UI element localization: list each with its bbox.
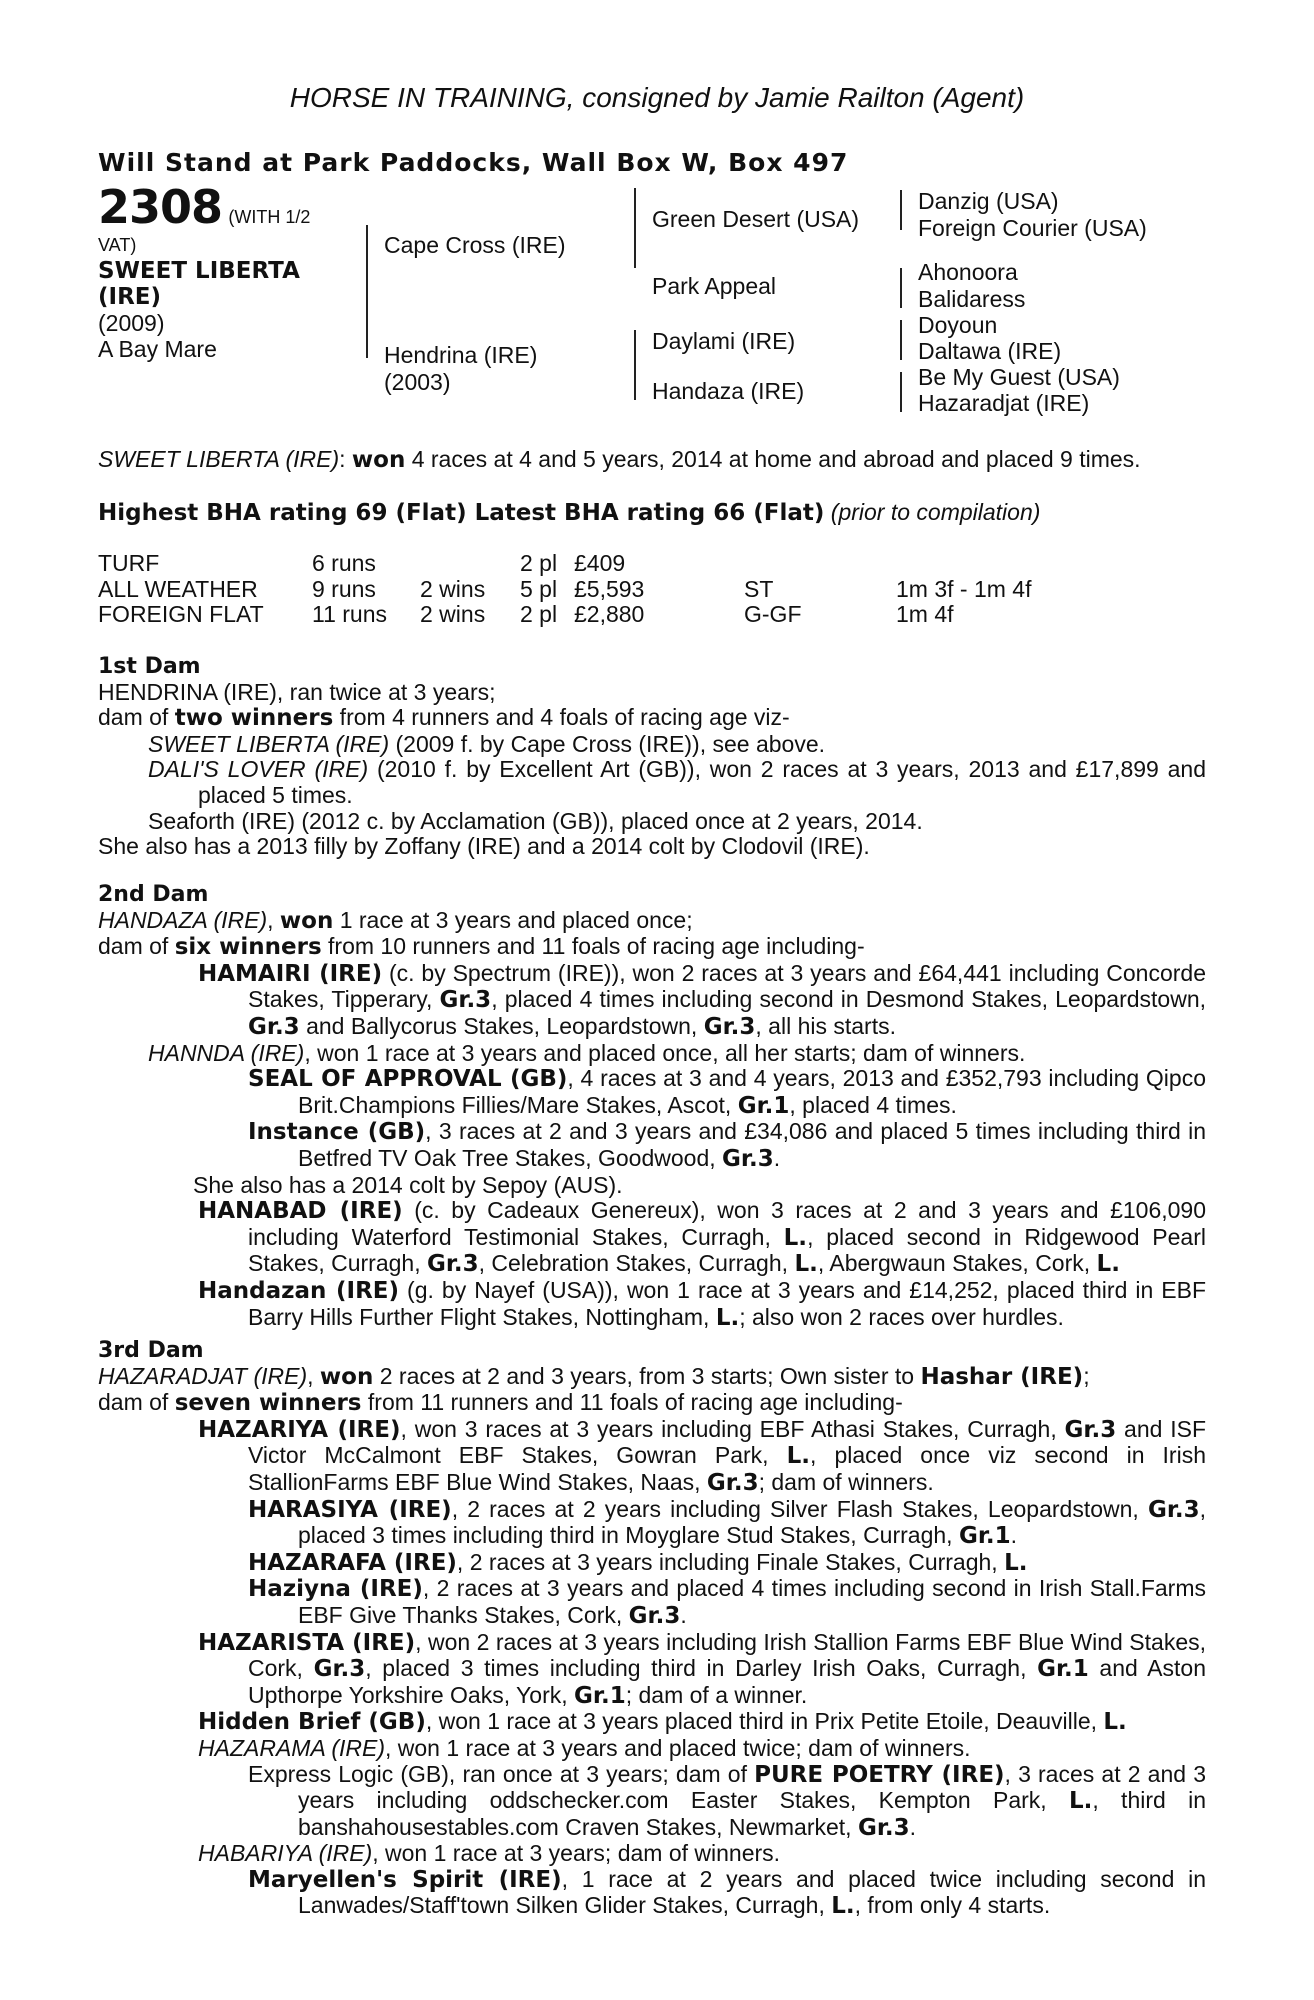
progeny-item: HAZARIYA (IRE), won 3 races at 3 years including EBF Athasi Stakes, Curragh, Gr.3 and ISF Victor McCalmont EBF Stakes, Gowran Park, L., placed once viz second in Irish StallionFarms EBF Blue Wind Stakes, Naas, Gr.3; dam of winners. — [198, 1415, 1207, 1496]
ped-g8: Hazaradjat (IRE) — [918, 390, 1090, 416]
progeny-item: HAZARAFA (IRE), 2 races at 3 years including Finale Stakes, Curragh, L. — [248, 1548, 1028, 1576]
progeny-item: HARASIYA (IRE), 2 races at 2 years including Silver Flash Stakes, Leopardstown, Gr.3, placed 3 times including third in Moyglare Stud Stakes, Curragh, Gr.1. — [248, 1495, 1207, 1550]
progeny-note: She also has a 2014 colt by Sepoy (AUS). — [193, 1171, 623, 1198]
race-summary: SWEET LIBERTA (IRE): won 4 races at 4 and 5 years, 2014 at home and abroad and placed 9 times. — [98, 446, 1141, 473]
first-dam-note: She also has a 2013 filly by Zoffany (IRE) and a 2014 colt by Clodovil (IRE). — [98, 833, 870, 860]
ped-dam-sire: Daylami (IRE) — [652, 328, 796, 354]
first-dam-line1: HENDRINA (IRE), ran twice at 3 years; — [98, 678, 496, 705]
ped-g1: Danzig (USA) — [918, 188, 1059, 214]
third-dam-line2: dam of seven winners from 11 runners and 11 foals of racing age including- — [98, 1389, 903, 1417]
brace — [900, 190, 902, 230]
ped-sire: Cape Cross (IRE) — [384, 232, 566, 258]
ped-g4: Balidaress — [918, 286, 1026, 312]
vat-note-2: VAT) — [98, 235, 137, 255]
horse-year: (2009) — [98, 310, 165, 336]
first-dam-heading: 1st Dam — [98, 654, 201, 679]
second-dam-line1: HANDAZA (IRE), won 1 race at 3 years and placed once; — [98, 906, 693, 934]
brace — [366, 225, 368, 358]
progeny-item: SEAL OF APPROVAL (GB), 4 races at 3 and 4 years, 2013 and £352,793 including Qipco Brit.Champions Fillies/Mare Stakes, Ascot, Gr.1, placed 4 times. — [248, 1065, 1206, 1119]
horse-name-2: (IRE) — [98, 284, 162, 310]
second-dam-section — [98, 882, 1206, 1331]
progeny-item: HAZARAMA (IRE), won 1 race at 3 years and placed twice; dam of winners. — [198, 1734, 971, 1761]
vat-note: (WITH 1/2 — [228, 207, 311, 227]
third-dam-section — [98, 1338, 1206, 1920]
progeny-item: HANABAD (IRE) (c. by Cadeaux Genereux), won 3 races at 2 and 3 years and £106,090 including Waterford Testimonial Stakes, Curragh, L., placed second in Ridgewood Pearl Stakes, Curragh, Gr.3, Celebration Stakes, Curragh, L., Abergwaun Stakes, Cork, L. — [198, 1197, 1206, 1278]
second-dam-line2: dam of six winners from 10 runners and 11 foals of racing age including- — [98, 933, 865, 961]
progeny-item: Seaforth (IRE) (2012 c. by Acclamation (GB)), placed once at 2 years, 2014. — [148, 807, 923, 834]
brace — [900, 372, 902, 412]
ped-g7: Be My Guest (USA) — [918, 364, 1120, 390]
box-location: Will Stand at Park Paddocks, Wall Box W, Box 497 — [98, 148, 849, 177]
ped-g2: Foreign Courier (USA) — [918, 215, 1147, 241]
progeny-item: Haziyna (IRE), 2 races at 3 years and placed 4 times including second in Irish Stall.Farms EBF Give Thanks Stakes, Cork, Gr.3. — [248, 1575, 1207, 1629]
lot-block — [98, 182, 338, 362]
second-dam-heading: 2nd Dam — [98, 882, 209, 907]
first-dam-section — [98, 654, 1206, 860]
ped-dam: Hendrina (IRE) — [384, 342, 538, 368]
progeny-item: SWEET LIBERTA (IRE) (2009 f. by Cape Cross (IRE)), see above. — [148, 730, 826, 757]
summary — [98, 447, 1206, 526]
lot-number: 2308 — [98, 180, 223, 234]
ped-sire-dam: Park Appeal — [652, 273, 777, 299]
ped-dam-year: (2003) — [384, 369, 451, 395]
progeny-item: HAMAIRI (IRE) (c. by Spectrum (IRE)), won 2 races at 3 years and £64,441 including Concorde Stakes, Tipperary, Gr.3, placed 4 times including second in Desmond Stakes, Leopardstown, Gr.3 and Ballycorus Stakes, Leopardstown, Gr.3, all his starts. — [198, 959, 1207, 1040]
ped-g6: Daltawa (IRE) — [918, 338, 1062, 364]
catalogue-page: HORSE IN TRAINING, consigned by Jamie Railton (Agent) Will Stand at Park Paddocks, Wall Box W, Box 497 2308 (WITH 1/2 VAT) SWEET LIBERTA (IRE) (2009) A Bay Mare Cape Cross (IRE) Hendrina (IRE) (2003) Green Desert (USA) Park Appeal Daylami (IRE) Handaza (IRE) Danzig (USA) Foreign Courier (USA) Ahonoora Balidaress Doyoun Daltawa (IRE) Be My Guest (USA) Hazaradjat (IRE) SWEET LIBERTA (IRE): won 4 races at 4 and 5 years, 2014 at home and abroad and placed 9 times. Highest BHA rating 69 (Flat) Latest BHA rating 66 (Flat) (prior to compilation) TURF 6 runs 2 pl £409 ALL WEATHER 9 runs 2 wins 5 pl £5,593 ST 1m 3f - 1m 4f FOREIGN FLAT 11 runs 2 wins 2 pl £2,880 G-GF 1m 4f 1st Dam HENDRINA (IRE), ran twice at 3 years; dam of two winners from 4 runners and 4 foals of racing age viz- SWEET LIBERTA (IRE) (2009 f. by Cape Cross (IRE)), see above. DALI'S LOVER (IRE) (2010 f. by Excellent Art (GB)), won 2 races at 3 years, 2013 and £17,899 and placed 5 times. Seaforth (IRE) (2012 c. by Acclamation (GB)), placed once at 2 years, 2014. She also has a 2013 filly by Zoffany (IRE) and a 2014 colt by Clodovil (IRE). 2nd Dam HANDAZA (IRE), won 1 race at 3 years and placed once; dam of six winners from 10 runners and 11 foals of racing age including- HAMAIRI (IRE) (c. by Spectrum (IRE)), won 2 races at 3 years and £64,441 including Concorde Stakes, Tipperary, Gr.3, placed 4 times including second in Desmond Stakes, Leopardstown, Gr.3 and Ballycorus Stakes, Leopardstown, Gr.3, all his starts. HANNDA (IRE), won 1 race at 3 years and placed once, all her starts; dam of winners. SEAL OF APPROVAL (GB), 4 races at 3 and 4 years, 2013 and £352,793 including Qipco Brit.Champions Fillies/Mare Stakes, Ascot, Gr.1, placed 4 times. Instance (GB), 3 races at 2 and 3 years and £34,086 and placed 5 times including third in Betfred TV Oak Tree Stakes, Goodwood, Gr.3. She also has a 2014 colt by Sepoy (AUS). HANABAD (IRE) (c. by Cadeaux Genereux), won 3 races at 2 and 3 years and £106,090 including Waterford Testimonial Stakes, Curragh, L., placed second in Ridgewood Pearl Stakes, Curragh, Gr.3, Celebration Stakes, Curragh, L., Abergwaun Stakes, Cork, L. Handazan (IRE) (g. by Nayef (USA)), won 1 race at 3 years and £14,252, placed third in EBF Barry Hills Further Flight Stakes, Nottingham, L.; also won 2 races over hurdles. 3rd Dam HAZARADJAT (IRE), won 2 races at 2 and 3 years, from 3 starts; Own sister to Hashar (IRE); dam of seven winners from 11 runners and 11 foals of racing age including- HAZARIYA (IRE), won 3 races at 3 years including EBF Athasi Stakes, Curragh, Gr.3 and ISF Victor McCalmont EBF Stakes, Gowran Park, L., placed once viz second in Irish StallionFarms EBF Blue Wind Stakes, Naas, Gr.3; dam of winners. HARASIYA (IRE), 2 races at 2 years including Silver Flash Stakes, Leopardstown, Gr.3, placed 3 times including third in Moyglare Stud Stakes, Curragh, Gr.1. HAZARAFA (IRE), 2 races at 3 years including Finale Stakes, Curragh, L. Haziyna (IRE), 2 races at 3 years and placed 4 times including second in Irish Stall.Farms EBF Give Thanks Stakes, Cork, Gr.3. HAZARISTA (IRE), won 2 races at 3 years including Irish Stallion Farms EBF Blue Wind Stakes, Cork, Gr.3, placed 3 times including third in Darley Irish Oaks, Curragh, Gr.1 and Aston Upthorpe Yorkshire Oaks, York, Gr.1; dam of a winner. Hidden Brief (GB), won 1 race at 3 years placed third in Prix Petite Etoile, Deauville, L. HAZARAMA (IRE), won 1 race at 3 years and placed twice; dam of winners. Express Logic (GB), ran once at 3 years; dam of PURE POETRY (IRE), 3 races at 2 and 3 years including oddschecker.com Easter Stakes, Kempton Park, L., third in banshahousestables.com Craven Stakes, Newmarket, Gr.3. HABARIYA (IRE), won 1 race at 3 years; dam of winners. Maryellen's Spirit (IRE), 1 race at 2 years and placed twice including second in Lanwades/Staff'town Silken Glider Stakes, Curragh, L., from only 4 starts. — [0, 0, 1314, 2000]
brace — [634, 330, 636, 400]
page-title: HORSE IN TRAINING, consigned by Jamie Railton (Agent) — [289, 82, 1025, 113]
ped-g5: Doyoun — [918, 312, 998, 338]
progeny-item: HABARIYA (IRE), won 1 race at 3 years; dam of winners. — [198, 1840, 781, 1867]
bha-rating: Highest BHA rating 69 (Flat) Latest BHA rating 66 (Flat) (prior to compilation) — [98, 498, 1041, 526]
brace — [634, 188, 636, 268]
ped-dam-dam: Handaza (IRE) — [652, 378, 805, 404]
progeny-item: DALI'S LOVER (IRE) (2010 f. by Excellent Art (GB)), won 2 races at 3 years, 2013 and £17,899 and placed 5 times. — [148, 756, 1207, 808]
third-dam-heading: 3rd Dam — [98, 1338, 204, 1363]
progeny-item: Handazan (IRE) (g. by Nayef (USA)), won 1 race at 3 years and £14,252, placed third in EBF Barry Hills Further Flight Stakes, Nottingham, L.; also won 2 races over hurdles. — [198, 1276, 1206, 1331]
progeny-item: Hidden Brief (GB), won 1 race at 3 years placed third in Prix Petite Etoile, Deauville, L. — [198, 1708, 1127, 1736]
horse-name-1: SWEET LIBERTA — [98, 258, 300, 284]
progeny-item: Instance (GB), 3 races at 2 and 3 years and £34,086 and placed 5 times including third in Betfred TV Oak Tree Stakes, Goodwood, Gr.3. — [248, 1118, 1206, 1172]
progeny-item: Express Logic (GB), ran once at 3 years; dam of PURE POETRY (IRE), 3 races at 2 and 3 years including oddschecker.com Easter Stakes, Kempton Park, L., third in banshahousestables.com Craven Stakes, Newmarket, Gr.3. — [248, 1760, 1206, 1841]
progeny-item: Maryellen's Spirit (IRE), 1 race at 2 years and placed twice including second in Lanwades/Staff'town Silken Glider Stakes, Curragh, L., from only 4 starts. — [248, 1865, 1207, 1920]
ped-g3: Ahonoora — [918, 259, 1018, 285]
brace — [900, 320, 902, 360]
ped-sire-sire: Green Desert (USA) — [652, 206, 860, 232]
horse-description: A Bay Mare — [98, 336, 217, 362]
third-dam-line1: HAZARADJAT (IRE), won 2 races at 2 and 3 years, from 3 starts; Own sister to Hashar (IRE); — [98, 1362, 1090, 1390]
progeny-item: HAZARISTA (IRE), won 2 races at 3 years including Irish Stallion Farms EBF Blue Wind Stakes, Cork, Gr.3, placed 3 times including third in Darley Irish Oaks, Curragh, Gr.1 and Aston Upthorpe Yorkshire Oaks, York, Gr.1; dam of a winner. — [198, 1628, 1206, 1709]
first-dam-line2: dam of two winners from 4 runners and 4 foals of racing age viz- — [98, 704, 790, 732]
progeny-item: HANNDA (IRE), won 1 race at 3 years and placed once, all her starts; dam of winners. — [148, 1039, 1026, 1066]
brace — [900, 268, 902, 308]
